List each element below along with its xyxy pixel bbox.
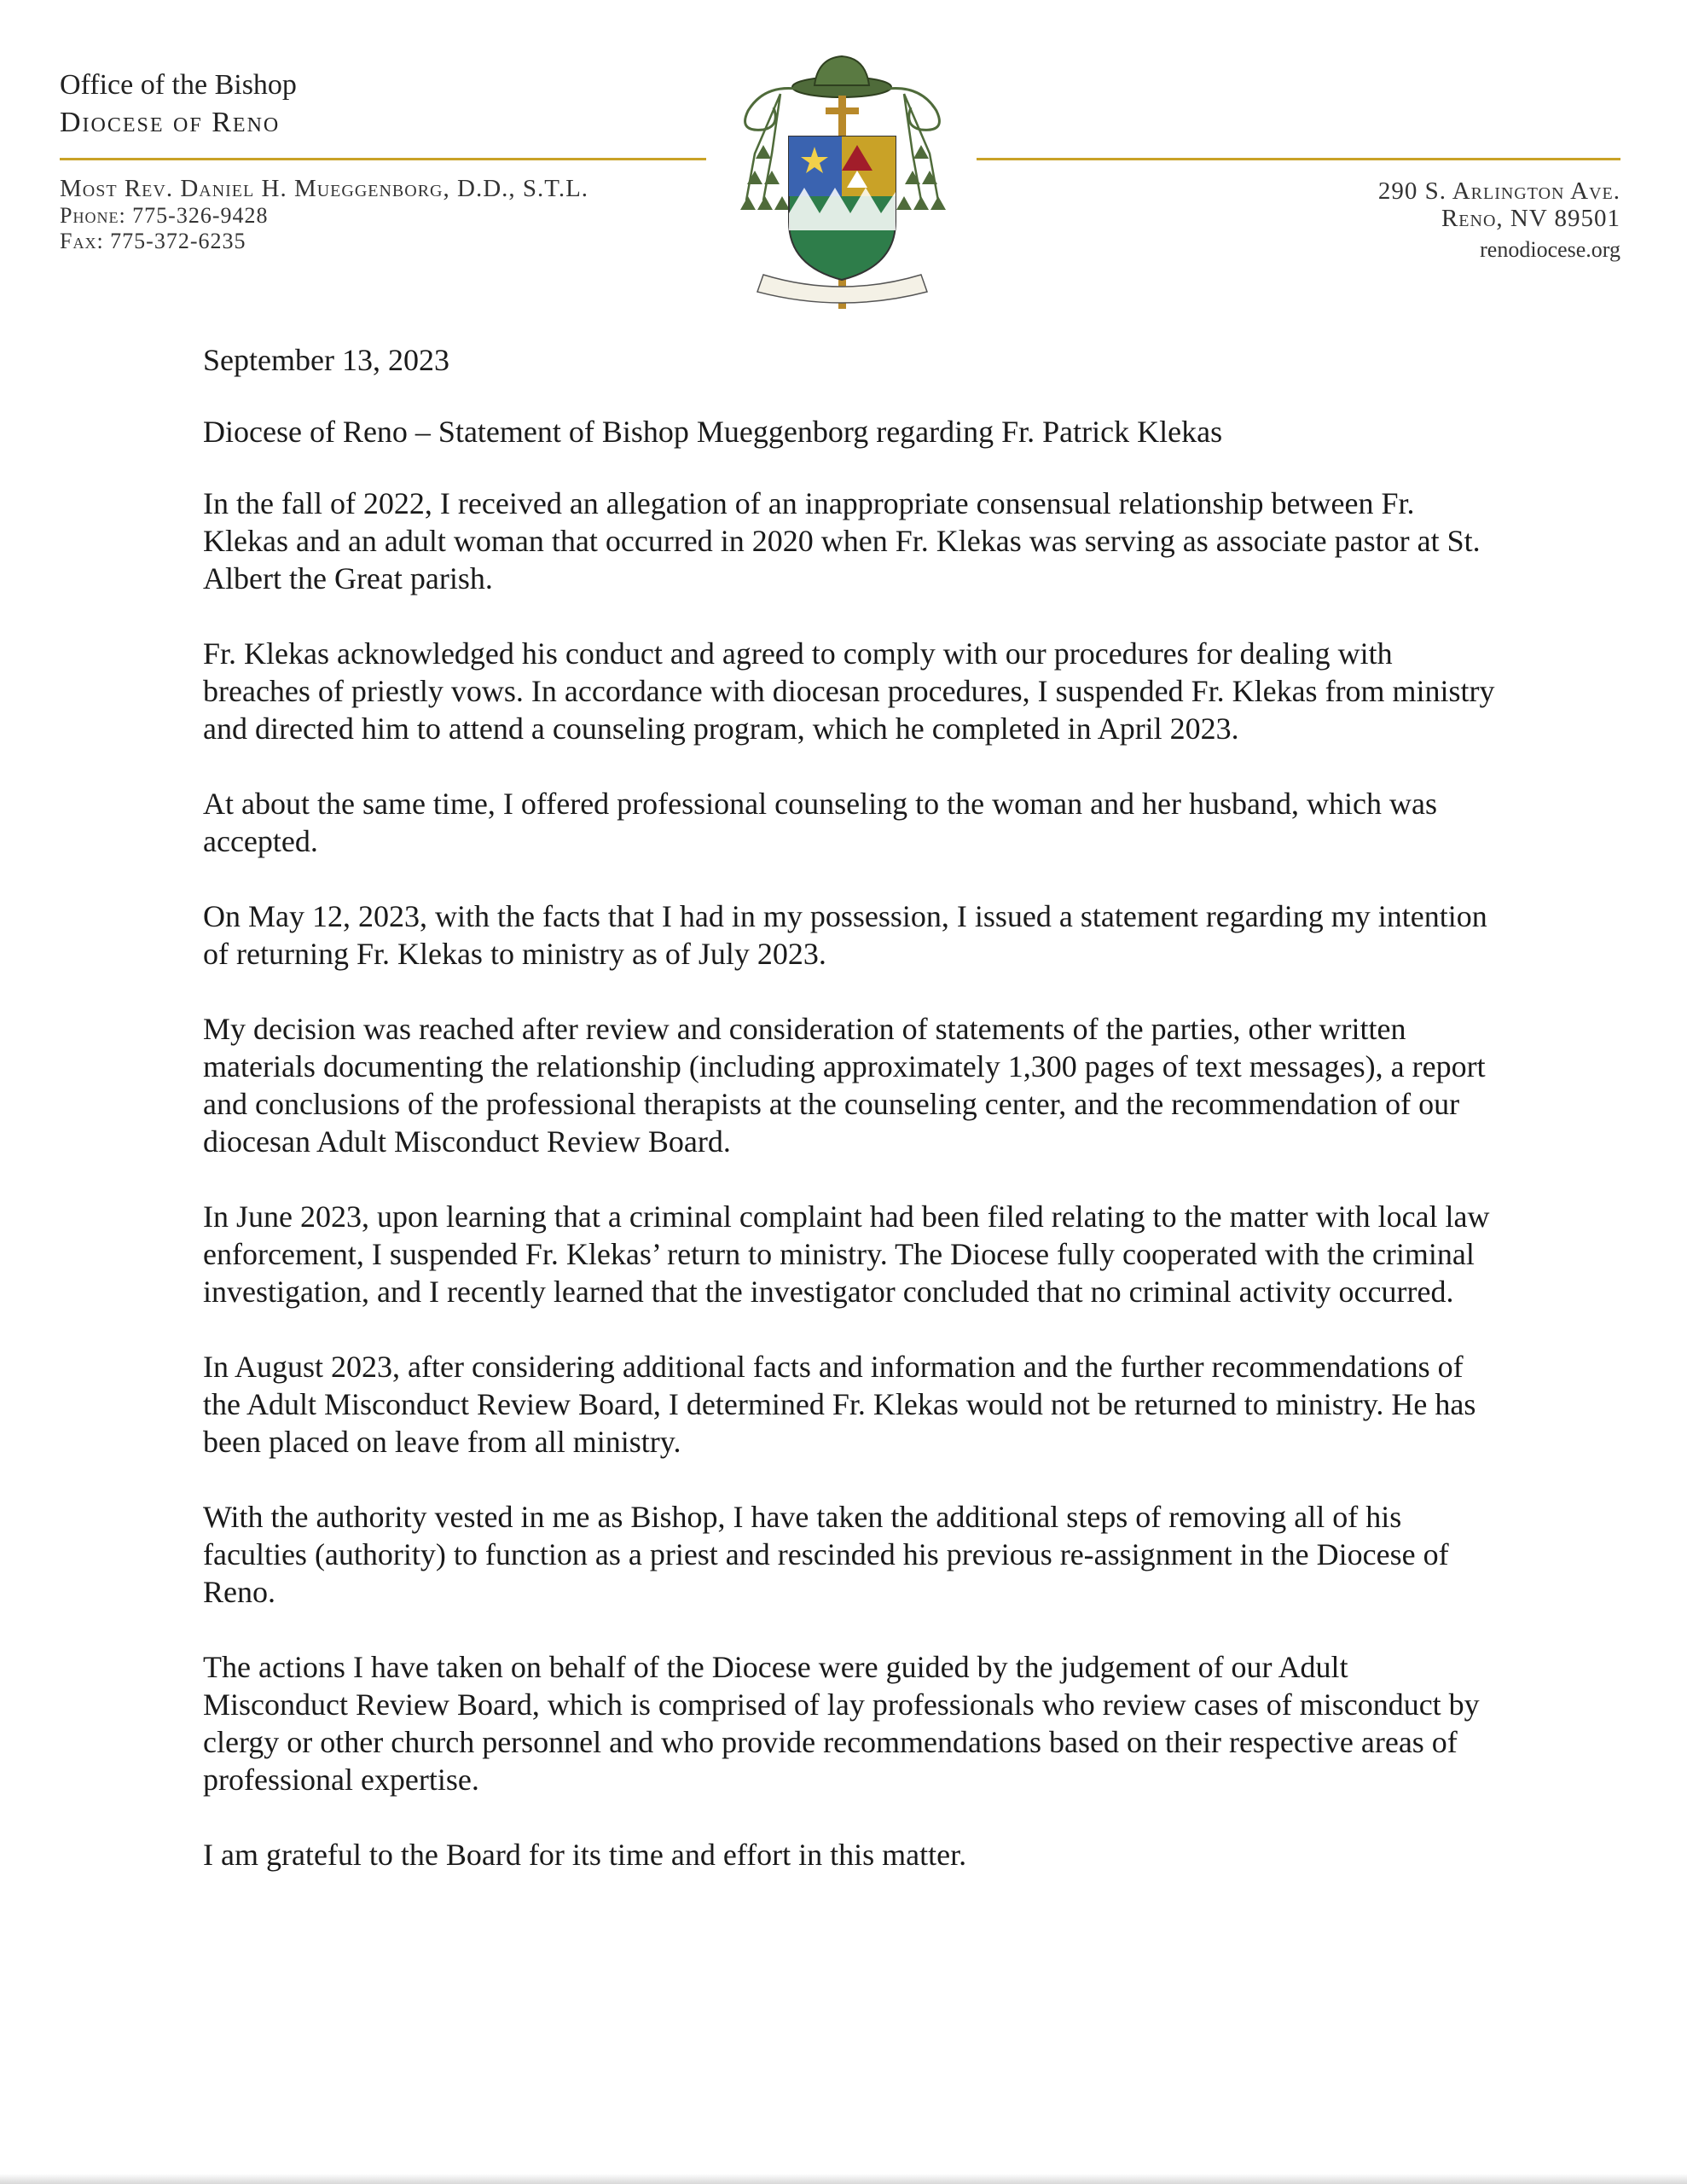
paragraph: With the authority vested in me as Bishop, I have taken the additional steps of removing all of his faculties (authority) to function as a priest and rescinded his previous re-assignment in the Diocese of Reno.	[203, 1500, 1449, 1609]
letterhead	[0, 0, 1687, 324]
paragraph: The actions I have taken on behalf of the Diocese were guided by the judgement of our Adult Misconduct Review Board, which is comprised of lay professionals who review cases of misconduct by clergy or other church personnel and who provide recommendations based on their respective areas of professional expertise.	[203, 1650, 1480, 1797]
letter-body	[203, 341, 1499, 1911]
address-city: Reno, NV 89501	[1441, 205, 1620, 232]
gold-rule-left	[60, 158, 706, 160]
diocese-name: Diocese of Reno	[60, 107, 281, 138]
paragraph: I am grateful to the Board for its time and effort in this matter.	[203, 1838, 967, 1872]
bishop-name: Most Rev. Daniel H. Mueggenborg, D.D., S.T.L.	[60, 175, 589, 202]
page-bottom-edge	[0, 2174, 1687, 2184]
letter-subject: Diocese of Reno – Statement of Bishop Mueggenborg regarding Fr. Patrick Klekas	[203, 415, 1223, 449]
paragraph: At about the same time, I offered professional counseling to the woman and her husband, which was accepted.	[203, 787, 1437, 858]
paragraph: In the fall of 2022, I received an allegation of an inappropriate consensual relationship between Fr. Klekas and an adult woman that occurred in 2020 when Fr. Klekas was serving as associate pastor at St. Albert the Great parish.	[203, 486, 1481, 595]
letter-date: September 13, 2023	[203, 343, 449, 377]
gold-rule-right	[977, 158, 1620, 160]
phone-number: Phone: 775-326-9428	[60, 203, 269, 228]
fax-number: Fax: 775-372-6235	[60, 229, 246, 253]
paragraph: My decision was reached after review and consideration of statements of the parties, other written materials documenting the relationship (including approximately 1,300 pages of text messages), a report and conclusions of the professional therapists at the counseling center, and the recommendation of our diocesan Adult Misconduct Review Board.	[203, 1012, 1486, 1159]
office-title: Office of the Bishop	[60, 69, 297, 101]
address-street: 290 S. Arlington Ave.	[1377, 177, 1620, 205]
website-url: renodiocese.org	[1480, 237, 1620, 262]
paragraph: In June 2023, upon learning that a criminal complaint had been filed relating to the matter with local law enforcement, I suspended Fr. Klekas’ return to ministry. The Diocese fully cooperated with the criminal investigation, and I recently learned that the investigator concluded that no criminal activity occurred.	[203, 1199, 1490, 1309]
coat-of-arms-icon	[729, 51, 955, 311]
paragraph: Fr. Klekas acknowledged his conduct and agreed to comply with our procedures for dealing with breaches of priestly vows. In accordance with diocesan procedures, I suspended Fr. Klekas from ministry and directed him to attend a counseling program, which he completed in April 2023.	[203, 636, 1495, 746]
paragraph: In August 2023, after considering additional facts and information and the further recommendations of the Adult Misconduct Review Board, I determined Fr. Klekas would not be returned to ministry. He has been placed on leave from all ministry.	[203, 1350, 1476, 1459]
paragraph: On May 12, 2023, with the facts that I had in my possession, I issued a statement regarding my intention of returning Fr. Klekas to ministry as of July 2023.	[203, 899, 1487, 971]
